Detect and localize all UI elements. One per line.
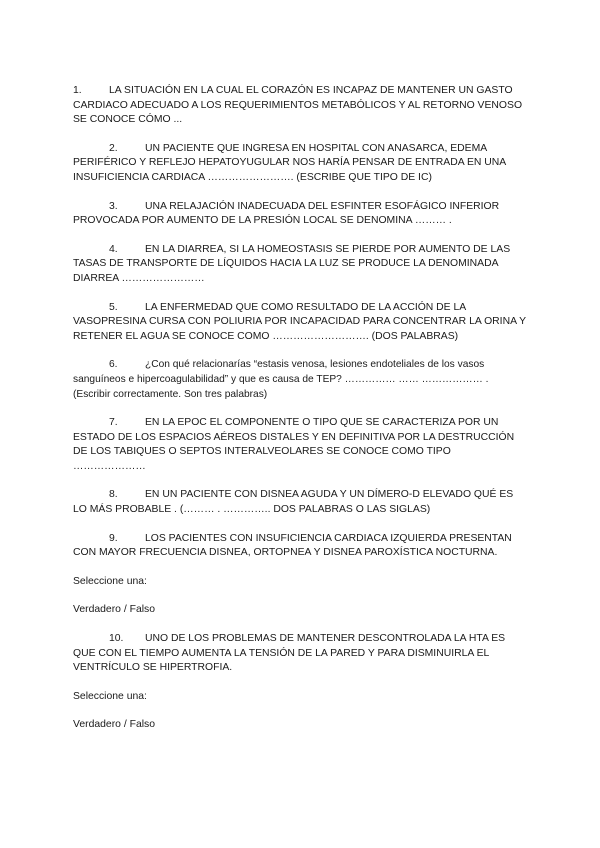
question-number: 3. xyxy=(109,200,118,212)
question-number: 10. xyxy=(109,633,124,645)
question-number: 9. xyxy=(109,532,118,544)
question-text: UN PACIENTE QUE INGRESA EN HOSPITAL CON ANASARCA, EDEMA PERIFÉRICO Y REFLEJO HEPATOYUGULAR NOS HARÍA PENSAR DE ENTRADA EN UNA INSUFICIENCIA CARDIACA ……………………. (ESCRIBE QUE TIPO DE IC) xyxy=(73,142,506,183)
question-9 xyxy=(73,532,526,561)
question-4 xyxy=(73,243,526,287)
question-1 xyxy=(73,84,526,128)
question-8 xyxy=(73,488,526,517)
question-text: EN UN PACIENTE CON DISNEA AGUDA Y UN DÍMERO-D ELEVADO QUÉ ES LO MÁS PROBABLE . (……… . ………….. DOS PALABRAS O LAS SIGLAS) xyxy=(73,489,514,516)
question-text: LA ENFERMEDAD QUE COMO RESULTADO DE LA ACCIÓN DE LA VASOPRESINA CURSA CON POLIURIA POR INCAPACIDAD PARA CONCENTRAR LA ORINA Y RETENER EL AGUA SE CONOCE COMO ………………………. (DOS PALABRAS) xyxy=(73,301,526,342)
question-number: 1. xyxy=(73,85,82,96)
question-7 xyxy=(73,416,526,474)
question-text: EN LA DIARREA, SI LA HOMEOSTASIS SE PIERDE POR AUMENTO DE LAS TASAS DE TRANSPORTE DE LÍQUIDOS HACIA LA LUZ SE PRODUCE LA DENOMINADA DIARREA …………………… xyxy=(73,243,511,284)
question-number: 5. xyxy=(109,301,118,313)
question-text: LOS PACIENTES CON INSUFICIENCIA CARDIACA IZQUIERDA PRESENTAN CON MAYOR FRECUENCIA DISNEA, ORTOPNEA Y DISNEA PAROXÍSTICA NOCTURNA. xyxy=(73,532,512,559)
question-text: ¿Con qué relacionarías “estasis venosa, lesiones endoteliales de los vasos sanguíneos e hipercoagulabilidad” y que es causa de TEP? …………… …… ……………… . (Escribir correctamente. Son tres palabras) xyxy=(73,359,489,400)
question-2 xyxy=(73,142,526,186)
question-6 xyxy=(73,358,526,402)
question-number: 4. xyxy=(109,243,118,255)
question-number: 2. xyxy=(109,142,118,154)
question-10 xyxy=(73,632,526,676)
question-number: 6. xyxy=(109,359,118,371)
question-text: UNO DE LOS PROBLEMAS DE MANTENER DESCONTROLADA LA HTA ES QUE CON EL TIEMPO AUMENTA LA TENSIÓN DE LA PARED Y PARA DISMINUIRLA EL VENTRÍCULO SE HIPERTROFIA. xyxy=(73,633,506,674)
true-false-options-9: Verdadero / Falso xyxy=(73,604,156,616)
question-text: LA SITUACIÓN EN LA CUAL EL CORAZÓN ES INCAPAZ DE MANTENER UN GASTO CARDIACO ADECUADO A LOS REQUERIMIENTOS METABÓLICOS Y AL RETORNO VENOSO SE CONOCE CÓMO ... xyxy=(73,85,523,126)
question-number: 7. xyxy=(109,417,118,429)
question-text: EN LA EPOC EL COMPONENTE O TIPO QUE SE CARACTERIZA POR UN ESTADO DE LOS ESPACIOS AÉREOS DISTALES Y EN DEFINITIVA POR LA DESTRUCCIÓN DE LOS TABIQUES O SEPTOS INTERALVEOLARES SE CONOCE COMO TIPO ………………… xyxy=(73,417,515,472)
question-3 xyxy=(73,200,526,229)
select-prompt-10: Seleccione una: xyxy=(73,690,147,702)
question-text: UNA RELAJACIÓN INADECUADA DEL ESFINTER ESOFÁGICO INFERIOR PROVOCADA POR AUMENTO DE LA PRESIÓN LOCAL SE DENOMINA ……… . xyxy=(73,200,500,227)
true-false-options-10: Verdadero / Falso xyxy=(73,719,156,731)
select-prompt-9: Seleccione una: xyxy=(73,575,147,587)
question-5 xyxy=(73,301,526,345)
question-number: 8. xyxy=(109,489,118,501)
